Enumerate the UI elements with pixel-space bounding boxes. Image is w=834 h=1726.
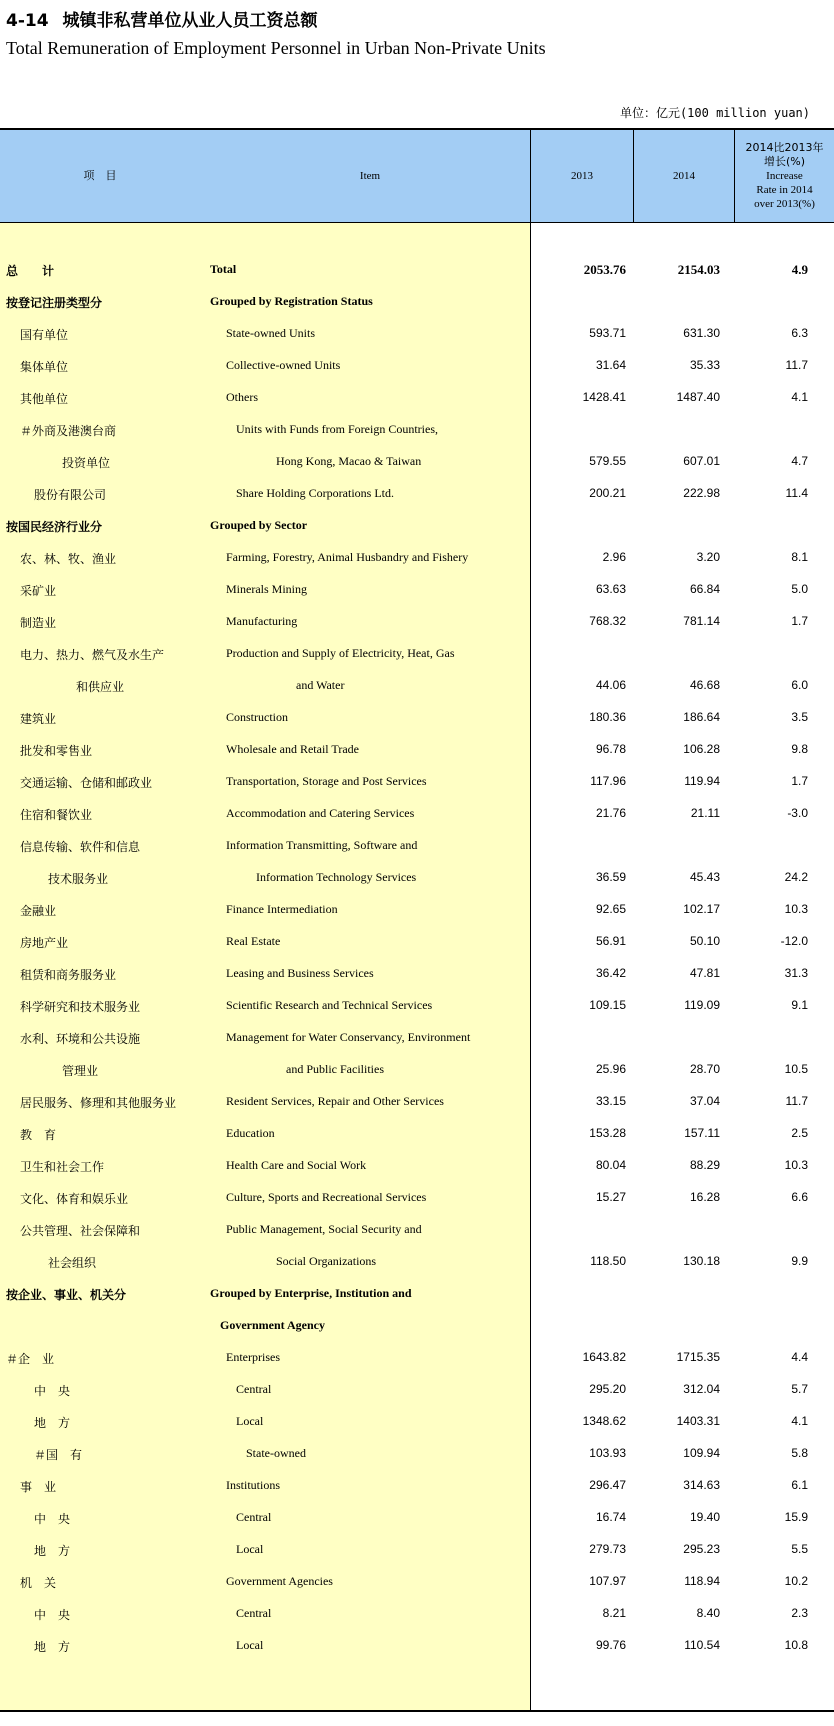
row-item-en: Information Technology Services bbox=[256, 870, 417, 884]
row-value-2014: 312.04 bbox=[683, 1382, 720, 1396]
row-value-2013: 117.96 bbox=[590, 774, 626, 788]
row-value-2014: 222.98 bbox=[683, 486, 720, 500]
header-item-en: Item bbox=[359, 170, 381, 182]
row-item-en: Share Holding Corporations Ltd. bbox=[236, 486, 394, 500]
row-item-cn: 集体单位 bbox=[20, 360, 69, 374]
row-item-en: Government Agency bbox=[220, 1318, 325, 1332]
row-value-rate: 11.4 bbox=[785, 486, 808, 500]
row-value-rate: 11.7 bbox=[785, 1094, 808, 1108]
table-row bbox=[0, 1407, 834, 1439]
row-value-rate: 6.3 bbox=[791, 326, 808, 340]
row-item-en: Education bbox=[226, 1126, 275, 1140]
row-value-rate: 24.2 bbox=[784, 870, 808, 884]
row-item-cn: 住宿和餐饮业 bbox=[20, 808, 93, 822]
header-2014: 2014 bbox=[673, 170, 695, 182]
row-item-en: Scientific Research and Technical Services bbox=[226, 998, 433, 1012]
table-row bbox=[0, 1503, 834, 1535]
row-value-2014: 1487.40 bbox=[676, 390, 720, 404]
row-item-cn: 文化、体育和娱乐业 bbox=[20, 1192, 129, 1206]
header-rate-line5: over 2013(%) bbox=[754, 198, 815, 210]
row-value-2013: 16.74 bbox=[595, 1510, 626, 1524]
row-item-en: Information Transmitting, Software and bbox=[226, 838, 418, 852]
row-value-2014: 50.10 bbox=[689, 934, 720, 948]
row-value-2013: 36.59 bbox=[595, 870, 626, 884]
table-title-en: Total Remuneration of Employment Personnel in Urban Non-Private Units bbox=[6, 38, 546, 58]
row-value-rate: 5.7 bbox=[791, 1382, 808, 1396]
row-value-2013: 295.20 bbox=[589, 1382, 626, 1396]
row-value-2014: 1403.31 bbox=[676, 1414, 720, 1428]
row-value-2014: 186.64 bbox=[683, 710, 720, 724]
table-row bbox=[0, 767, 834, 799]
row-item-en: Central bbox=[236, 1606, 272, 1620]
row-item-cn: 交通运输、仓储和邮政业 bbox=[20, 776, 153, 790]
row-value-2013: 279.73 bbox=[589, 1542, 626, 1556]
table-row bbox=[0, 1023, 834, 1055]
table-row bbox=[0, 383, 834, 415]
row-value-2014: 47.81 bbox=[689, 966, 720, 980]
table-row bbox=[0, 863, 834, 895]
row-item-en: Minerals Mining bbox=[226, 582, 307, 596]
table-row bbox=[0, 1151, 834, 1183]
unit-label: 单位：亿元(100 million yuan) bbox=[619, 106, 810, 120]
table-row bbox=[0, 1119, 834, 1151]
row-item-en: Hong Kong, Macao & Taiwan bbox=[276, 454, 422, 468]
table-row bbox=[0, 895, 834, 927]
header-2013: 2013 bbox=[571, 170, 593, 182]
row-item-en: Central bbox=[236, 1510, 272, 1524]
row-item-cn: 中 央 bbox=[34, 1512, 71, 1526]
table-row bbox=[0, 927, 834, 959]
table-row bbox=[0, 543, 834, 575]
row-item-en: Institutions bbox=[226, 1478, 281, 1492]
row-value-2013: 99.76 bbox=[595, 1638, 626, 1652]
row-item-en: Social Organizations bbox=[276, 1254, 377, 1268]
table-title-cn bbox=[6, 6, 318, 31]
row-value-2013: 96.78 bbox=[595, 742, 626, 756]
row-item-cn: 和供应业 bbox=[76, 680, 125, 694]
row-value-rate: 11.7 bbox=[785, 358, 808, 372]
row-value-2014: 781.14 bbox=[683, 614, 720, 628]
row-value-2013: 2.96 bbox=[602, 550, 626, 564]
row-value-2013: 56.91 bbox=[595, 934, 626, 948]
row-value-rate: 10.5 bbox=[784, 1062, 808, 1076]
row-value-rate: 4.1 bbox=[791, 1414, 808, 1428]
row-value-rate: 10.3 bbox=[784, 1158, 808, 1172]
row-item-cn: 科学研究和技术服务业 bbox=[20, 1000, 141, 1014]
row-value-rate: 8.1 bbox=[791, 550, 808, 564]
row-item-en: Health Care and Social Work bbox=[226, 1158, 367, 1172]
row-value-rate: 9.8 bbox=[791, 742, 808, 756]
row-item-en: Local bbox=[236, 1542, 264, 1556]
row-value-rate: 4.1 bbox=[791, 390, 808, 404]
row-item-cn: 金融业 bbox=[20, 904, 57, 918]
row-item-cn: 水利、环境和公共设施 bbox=[20, 1032, 141, 1046]
row-value-rate: 6.0 bbox=[791, 678, 808, 692]
table-row bbox=[0, 831, 834, 863]
table-row bbox=[0, 1279, 834, 1311]
table-row bbox=[0, 447, 834, 479]
row-value-2013: 103.93 bbox=[589, 1446, 626, 1460]
table-row bbox=[0, 735, 834, 767]
row-value-2014: 3.20 bbox=[696, 550, 720, 564]
table-row bbox=[0, 991, 834, 1023]
row-value-2014: 118.94 bbox=[684, 1574, 720, 1588]
row-item-cn: 地 方 bbox=[34, 1416, 71, 1430]
row-value-2013: 80.04 bbox=[595, 1158, 626, 1172]
table-body bbox=[0, 255, 834, 1663]
row-value-2013: 36.42 bbox=[595, 966, 626, 980]
header-rate bbox=[735, 130, 834, 222]
row-item-cn: 居民服务、修理和其他服务业 bbox=[20, 1096, 177, 1110]
table-row bbox=[0, 287, 834, 319]
table-row bbox=[0, 255, 834, 287]
table-row bbox=[0, 1599, 834, 1631]
row-item-cn: 社会组织 bbox=[48, 1256, 97, 1270]
table-row bbox=[0, 703, 834, 735]
table-row bbox=[0, 415, 834, 447]
row-item-en: Enterprises bbox=[226, 1350, 280, 1364]
row-item-en: Total bbox=[210, 262, 237, 276]
row-value-rate: -3.0 bbox=[787, 806, 808, 820]
table-row bbox=[0, 1247, 834, 1279]
row-value-2013: 153.28 bbox=[589, 1126, 626, 1140]
row-item-en: Local bbox=[236, 1414, 264, 1428]
row-value-2013: 15.27 bbox=[595, 1190, 626, 1204]
row-item-en: Culture, Sports and Recreational Services bbox=[226, 1190, 427, 1204]
row-value-2014: 45.43 bbox=[689, 870, 720, 884]
row-item-cn: 事 业 bbox=[20, 1480, 57, 1494]
table-title-cn-text: 城镇非私营单位从业人员工资总额 bbox=[62, 11, 318, 31]
row-value-2013: 21.76 bbox=[595, 806, 626, 820]
row-item-cn: ＃外商及港澳台商 bbox=[20, 424, 117, 438]
row-value-2013: 579.55 bbox=[589, 454, 626, 468]
table-row bbox=[0, 1343, 834, 1375]
row-item-cn: 投资单位 bbox=[62, 456, 111, 470]
table-row bbox=[0, 639, 834, 671]
row-value-2014: 157.11 bbox=[684, 1126, 720, 1140]
row-value-2013: 1643.82 bbox=[582, 1350, 626, 1364]
row-value-2014: 21.11 bbox=[690, 806, 720, 820]
table-row bbox=[0, 575, 834, 607]
row-item-en: Central bbox=[236, 1382, 272, 1396]
row-value-2013: 33.15 bbox=[595, 1094, 626, 1108]
row-item-cn: 租赁和商务服务业 bbox=[20, 968, 117, 982]
row-item-en: and Public Facilities bbox=[286, 1062, 384, 1076]
row-value-rate: 10.3 bbox=[784, 902, 808, 916]
row-value-2013: 31.64 bbox=[595, 358, 626, 372]
table-row bbox=[0, 1567, 834, 1599]
row-value-2014: 119.09 bbox=[684, 998, 720, 1012]
row-value-rate: 5.0 bbox=[791, 582, 808, 596]
row-item-en: Local bbox=[236, 1638, 264, 1652]
row-item-en: Government Agencies bbox=[226, 1574, 333, 1588]
row-value-2013: 768.32 bbox=[589, 614, 626, 628]
row-value-2014: 110.54 bbox=[684, 1638, 720, 1652]
row-value-2014: 35.33 bbox=[689, 358, 720, 372]
row-value-2013: 1348.62 bbox=[582, 1414, 626, 1428]
row-value-2014: 46.68 bbox=[689, 678, 720, 692]
row-value-2013: 1428.41 bbox=[582, 390, 626, 404]
row-item-en: Transportation, Storage and Post Services bbox=[226, 774, 427, 788]
row-value-2013: 180.36 bbox=[589, 710, 626, 724]
bottom-rule bbox=[0, 1710, 834, 1712]
row-item-en: Grouped by Enterprise, Institution and bbox=[210, 1286, 412, 1300]
row-item-cn: 采矿业 bbox=[20, 584, 57, 598]
row-value-rate: 10.8 bbox=[784, 1638, 808, 1652]
row-item-cn: 电力、热力、燃气及水生产 bbox=[20, 648, 165, 662]
row-item-cn: 批发和零售业 bbox=[20, 744, 93, 758]
table-row bbox=[0, 1055, 834, 1087]
row-value-2013: 8.21 bbox=[602, 1606, 626, 1620]
row-value-2013: 593.71 bbox=[589, 326, 626, 340]
table-row bbox=[0, 607, 834, 639]
row-item-cn: 技术服务业 bbox=[48, 872, 109, 886]
row-value-rate: 31.3 bbox=[784, 966, 808, 980]
row-item-cn: 地 方 bbox=[34, 1544, 71, 1558]
row-value-rate: 1.7 bbox=[791, 614, 808, 628]
table-row bbox=[0, 1311, 834, 1343]
row-value-2013: 107.97 bbox=[589, 1574, 626, 1588]
row-item-cn: 农、林、牧、渔业 bbox=[20, 552, 117, 566]
row-value-2014: 130.18 bbox=[683, 1254, 720, 1268]
row-item-cn: 总 计 bbox=[6, 264, 55, 278]
row-value-2014: 19.40 bbox=[689, 1510, 720, 1524]
row-item-cn: 按国民经济行业分 bbox=[6, 520, 103, 534]
row-item-cn: 国有单位 bbox=[20, 328, 69, 342]
row-item-en: State-owned bbox=[246, 1446, 306, 1460]
row-value-2014: 8.40 bbox=[696, 1606, 720, 1620]
row-item-cn: 教 育 bbox=[20, 1128, 57, 1142]
row-item-en: and Water bbox=[296, 678, 345, 692]
row-value-rate: 5.8 bbox=[791, 1446, 808, 1460]
row-item-en: Grouped by Registration Status bbox=[210, 294, 373, 308]
row-value-rate: 9.1 bbox=[791, 998, 808, 1012]
row-item-cn: 地 方 bbox=[34, 1640, 71, 1654]
row-item-cn: 中 央 bbox=[34, 1384, 71, 1398]
row-value-rate: 4.7 bbox=[791, 454, 808, 468]
row-item-en: Construction bbox=[226, 710, 288, 724]
table-row bbox=[0, 799, 834, 831]
row-value-2014: 607.01 bbox=[683, 454, 720, 468]
row-value-2013: 109.15 bbox=[589, 998, 626, 1012]
row-item-en: Wholesale and Retail Trade bbox=[226, 742, 359, 756]
table-row bbox=[0, 1087, 834, 1119]
row-item-cn: 其他单位 bbox=[20, 392, 69, 406]
row-value-2014: 88.29 bbox=[689, 1158, 720, 1172]
row-item-cn: 中 央 bbox=[34, 1608, 71, 1622]
row-item-en: Leasing and Business Services bbox=[226, 966, 374, 980]
row-item-cn: ＃国 有 bbox=[34, 1448, 83, 1462]
row-item-en: Resident Services, Repair and Other Services bbox=[226, 1094, 444, 1108]
row-item-en: Grouped by Sector bbox=[210, 518, 308, 532]
table-row bbox=[0, 351, 834, 383]
row-item-cn: ＃企 业 bbox=[6, 1352, 55, 1366]
row-value-2014: 66.84 bbox=[689, 582, 720, 596]
row-value-2013: 296.47 bbox=[589, 1478, 626, 1492]
row-value-2013: 200.21 bbox=[589, 486, 626, 500]
row-value-2013: 92.65 bbox=[595, 902, 626, 916]
row-item-en: State-owned Units bbox=[226, 326, 315, 340]
row-item-cn: 建筑业 bbox=[20, 712, 57, 726]
header-rate-line3: Increase bbox=[766, 170, 803, 182]
row-value-rate: 2.3 bbox=[791, 1606, 808, 1620]
header-item-cn: 项 目 bbox=[83, 169, 117, 182]
row-value-rate: 5.5 bbox=[791, 1542, 808, 1556]
row-value-2013: 2053.76 bbox=[583, 262, 626, 277]
table-row bbox=[0, 479, 834, 511]
row-value-rate: 1.7 bbox=[791, 774, 808, 788]
row-value-2014: 2154.03 bbox=[677, 262, 720, 277]
row-value-2014: 119.94 bbox=[684, 774, 720, 788]
row-value-2014: 106.28 bbox=[683, 742, 720, 756]
row-value-2014: 314.63 bbox=[683, 1478, 720, 1492]
row-item-cn: 公共管理、社会保障和 bbox=[20, 1224, 141, 1238]
row-value-2014: 109.94 bbox=[683, 1446, 720, 1460]
row-item-cn: 房地产业 bbox=[20, 936, 69, 950]
row-item-cn: 股份有限公司 bbox=[34, 488, 107, 502]
row-value-2013: 63.63 bbox=[595, 582, 626, 596]
row-item-en: Production and Supply of Electricity, Heat, Gas bbox=[226, 646, 455, 660]
table-row bbox=[0, 1183, 834, 1215]
row-value-rate: -12.0 bbox=[780, 934, 808, 948]
row-value-rate: 9.9 bbox=[791, 1254, 808, 1268]
table-row bbox=[0, 1375, 834, 1407]
header-rate-line1: 2014比2013年 bbox=[745, 141, 824, 154]
row-item-en: Management for Water Conservancy, Environment bbox=[226, 1030, 471, 1044]
table-row bbox=[0, 1439, 834, 1471]
row-value-2013: 44.06 bbox=[595, 678, 626, 692]
row-value-rate: 2.5 bbox=[791, 1126, 808, 1140]
row-value-2013: 25.96 bbox=[595, 1062, 626, 1076]
row-item-en: Others bbox=[226, 390, 258, 404]
table-row bbox=[0, 1535, 834, 1567]
row-item-en: Units with Funds from Foreign Countries, bbox=[236, 422, 439, 436]
row-value-2014: 1715.35 bbox=[676, 1350, 720, 1364]
row-value-rate: 6.1 bbox=[791, 1478, 808, 1492]
table-number: 4-14 bbox=[6, 11, 49, 31]
row-value-2014: 295.23 bbox=[683, 1542, 720, 1556]
row-value-2013: 118.50 bbox=[590, 1254, 626, 1268]
table-row bbox=[0, 1215, 834, 1247]
table-row bbox=[0, 959, 834, 991]
row-value-rate: 3.5 bbox=[791, 710, 808, 724]
header-rate-line4: Rate in 2014 bbox=[756, 184, 813, 196]
table-row bbox=[0, 319, 834, 351]
row-item-cn: 管理业 bbox=[62, 1064, 99, 1078]
row-item-en: Accommodation and Catering Services bbox=[226, 806, 415, 820]
row-value-2014: 102.17 bbox=[683, 902, 720, 916]
row-item-en: Real Estate bbox=[226, 934, 281, 948]
row-value-2014: 37.04 bbox=[689, 1094, 720, 1108]
row-value-rate: 4.4 bbox=[791, 1350, 808, 1364]
row-item-cn: 信息传输、软件和信息 bbox=[20, 840, 141, 854]
header-rate-line2: 增长(%) bbox=[763, 155, 806, 168]
row-item-cn: 按登记注册类型分 bbox=[6, 296, 103, 310]
row-item-en: Manufacturing bbox=[226, 614, 298, 628]
row-value-rate: 6.6 bbox=[791, 1190, 808, 1204]
row-item-cn: 机 关 bbox=[20, 1576, 57, 1590]
row-value-2014: 28.70 bbox=[689, 1062, 720, 1076]
row-item-cn: 制造业 bbox=[20, 616, 57, 630]
row-value-2014: 631.30 bbox=[683, 326, 720, 340]
row-item-en: Public Management, Social Security and bbox=[226, 1222, 422, 1236]
row-value-rate: 15.9 bbox=[784, 1510, 808, 1524]
row-item-en: Finance Intermediation bbox=[226, 902, 338, 916]
row-value-2014: 16.28 bbox=[689, 1190, 720, 1204]
row-item-cn: 按企业、事业、机关分 bbox=[6, 1288, 127, 1302]
table-row bbox=[0, 1471, 834, 1503]
row-item-en: Collective-owned Units bbox=[226, 358, 341, 372]
table-row bbox=[0, 671, 834, 703]
row-value-rate: 4.9 bbox=[791, 262, 808, 277]
table-row bbox=[0, 511, 834, 543]
row-value-rate: 10.2 bbox=[784, 1574, 808, 1588]
row-item-en: Farming, Forestry, Animal Husbandry and Fishery bbox=[226, 550, 469, 564]
row-item-cn: 卫生和社会工作 bbox=[20, 1160, 105, 1174]
table-row bbox=[0, 1631, 834, 1663]
